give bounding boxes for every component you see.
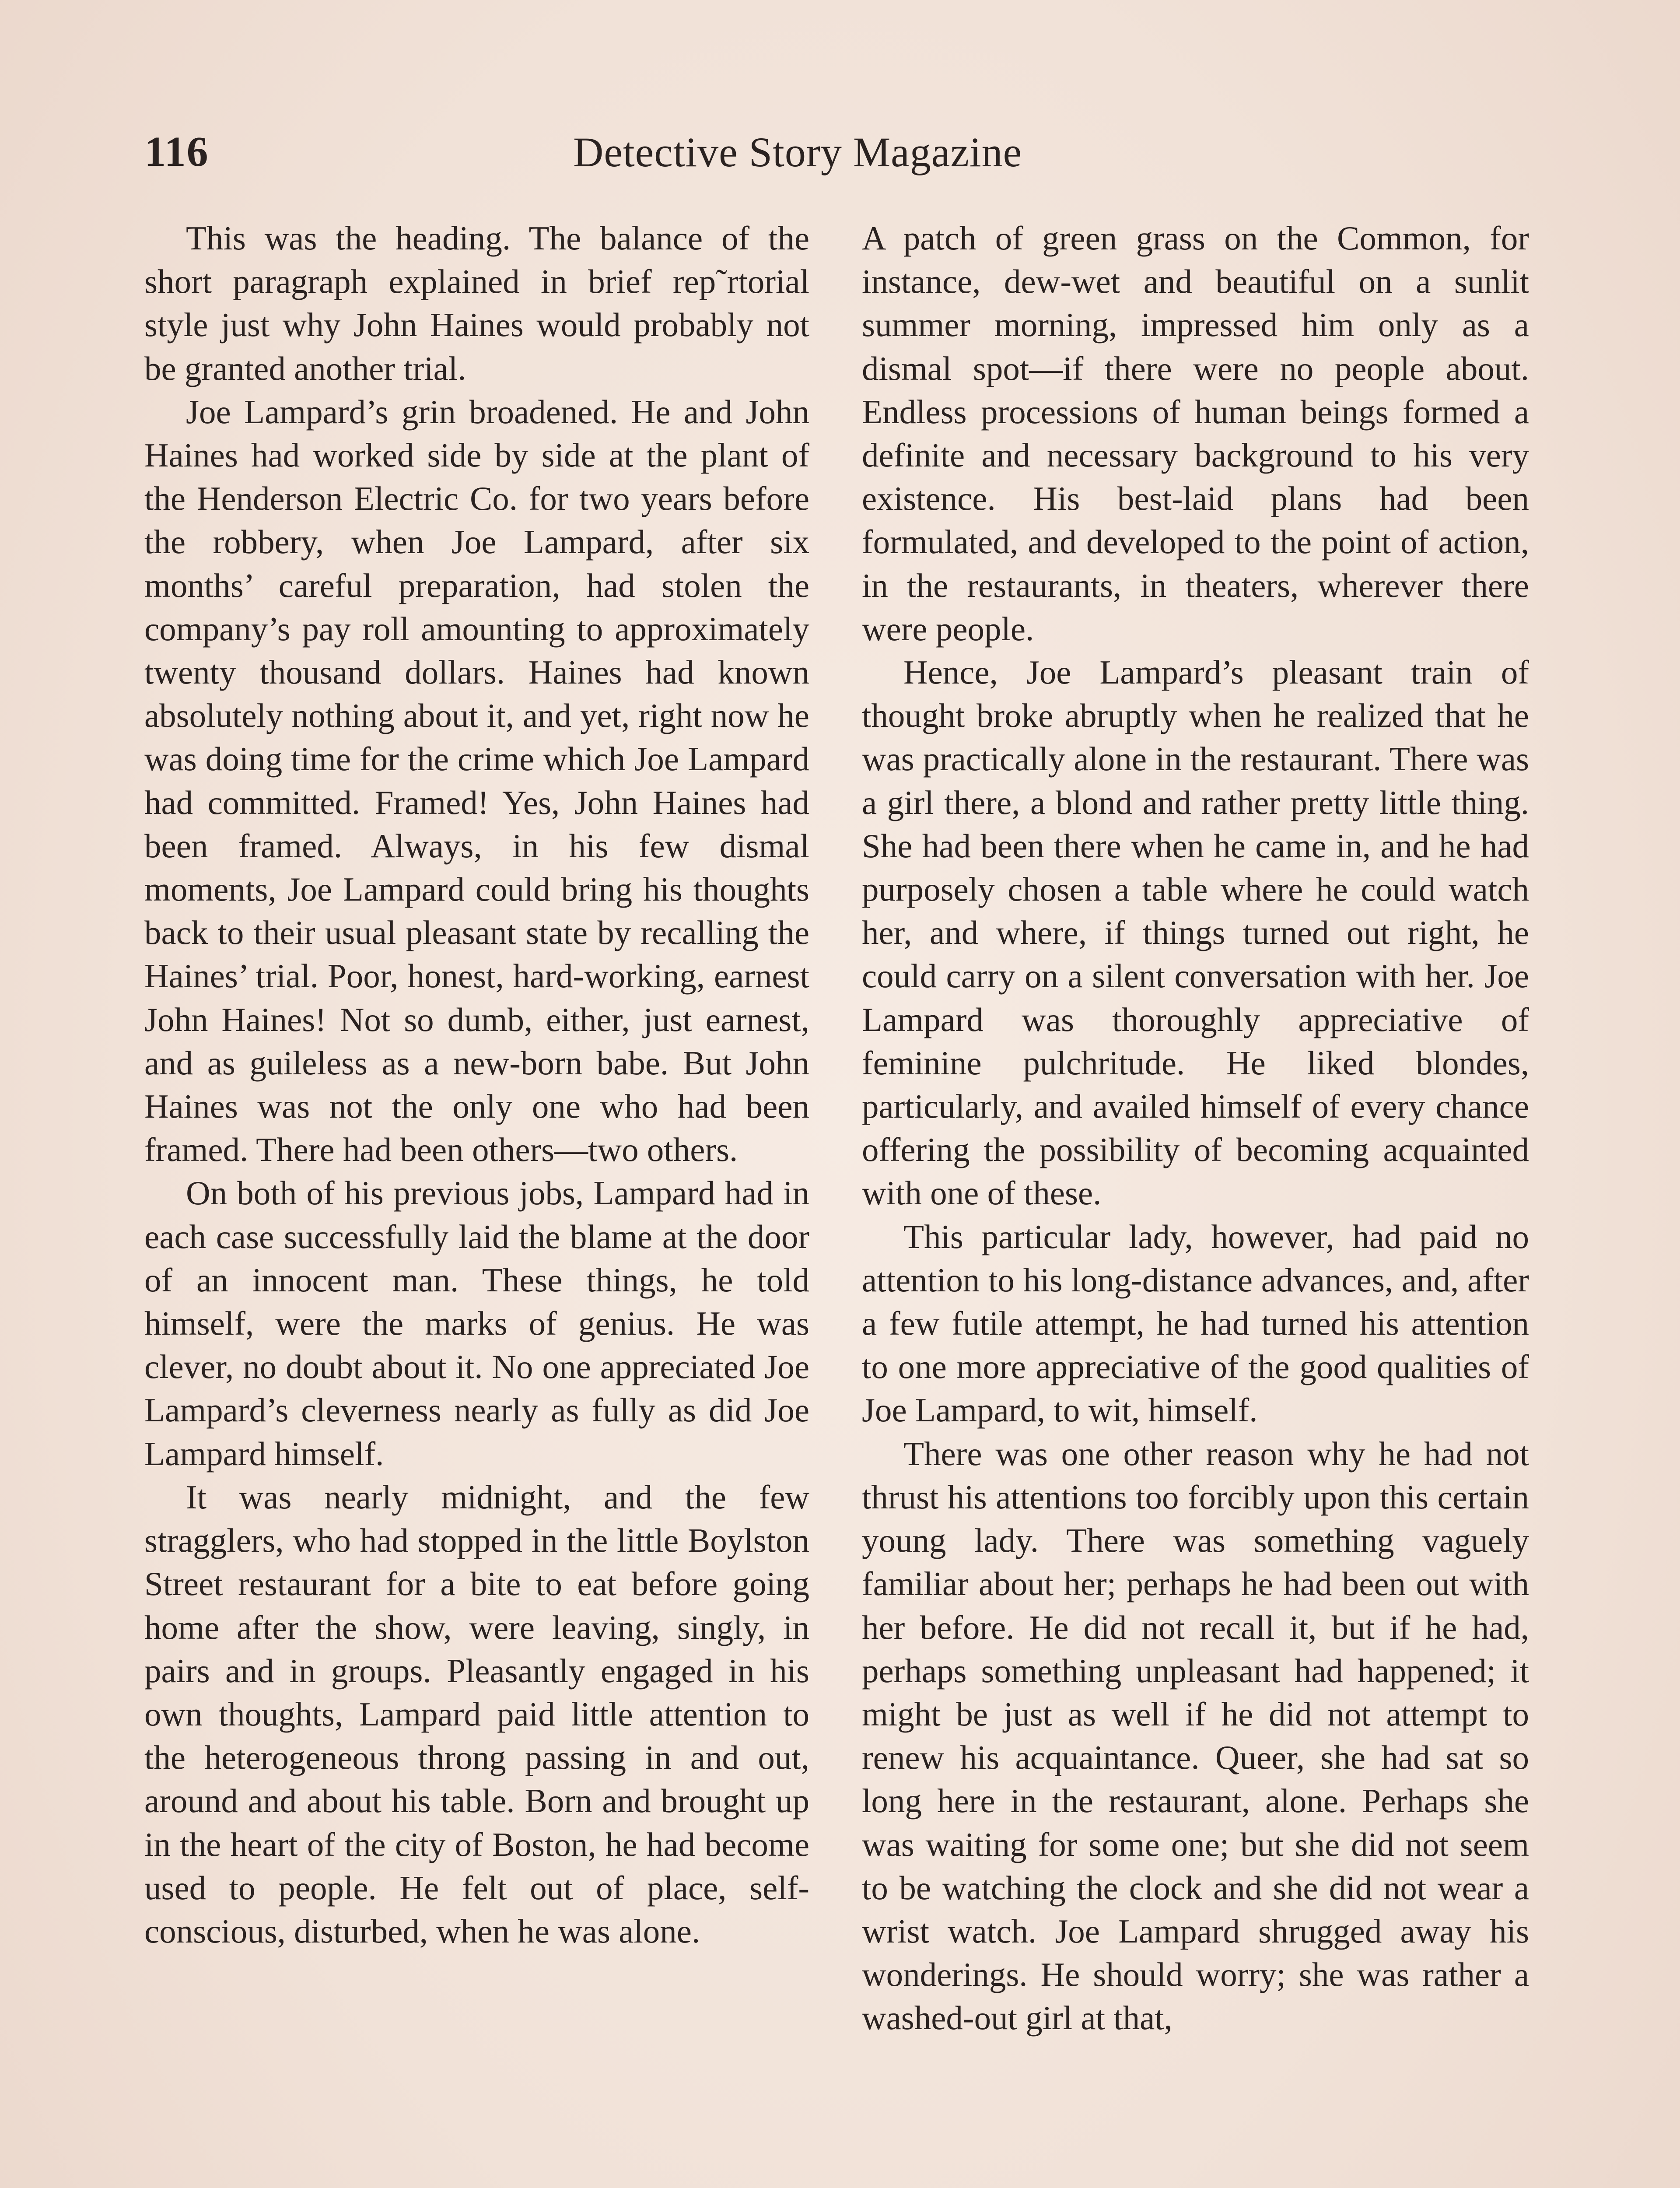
paragraph: This was the heading. The balance of the short paragraph explained in brief rep˜rtorial style just why John Haines would probably not be granted another trial. <box>144 219 809 387</box>
paragraph: Hence, Joe Lampard’s pleasant train of thought broke abruptly when he realized that he was practically alone in the restaurant. There was a girl there, a blond and rather pretty little thing. She had been there when he came in, and he had purposely chosen a table where he could watch her, and where, if things turned out right, he could carry on a silent conversation with her. Joe Lampard was thoroughly appreciative of feminine pulchritude. He liked blondes, particularly, and availed himself of every chance offering the possibility of becoming acquainted with one of these. <box>862 653 1529 1212</box>
paragraph: Joe Lampard’s grin broadened. He and John Haines had worked side by side at the plant of the Henderson Electric Co. for two years before the robbery, when Joe Lampard, after six months’ careful preparation, had stolen the company’s pay roll amounting to approximately twenty thousand dollars. Haines had known absolutely nothing about it, and yet, right now he was doing time for the crime which Joe Lampard had committed. Framed! Yes, John Haines had been framed. Always, in his few dismal moments, Joe Lampard could bring his thoughts back to their usual pleasant state by recalling the Haines’ trial. Poor, honest, hard-working, earnest John Haines! Not so dumb, either, just earnest, and as guileless as a new-born babe. But John Haines was not the only one who had been framed. There had been others—two others. <box>144 393 809 1169</box>
paragraph: It was nearly midnight, and the few stragglers, who had stopped in the little Boylston Street restaurant for a bite to eat before going home after the show, were leaving, singly, in pairs and in groups. Pleasantly engaged in his own thoughts, Lampard paid little attention to the heterogeneous throng passing in and out, around and about his table. Born and brought up in the heart of the city of Boston, he had become used to people. He felt out of place, self-conscious, disturbed, when he was alone. <box>144 1478 809 1950</box>
paragraph: There was one other reason why he had not thrust his attentions too forcibly upon this certain young lady. There was something vaguely familiar about her; perhaps he had been out with her before. He did not recall it, but if he had, perhaps something unpleasant had happened; it might be just as well if he did not attempt to renew his acquaintance. Queer, she had sat so long here in the restaurant, alone. Perhaps she was waiting for some one; but she did not seem to be watching the clock and she did not wear a wrist watch. Joe Lampard shrugged away his wonderings. He should worry; she was rather a washed-out girl at that, <box>862 1434 1529 2037</box>
paragraph: This particular lady, however, had paid no attention to his long-distance advances, and, after a few futile attempt, he had turned his attention to one more appreciative of the good qualities of Joe Lampard, to wit, himself. <box>862 1217 1529 1429</box>
paragraph-continued: A patch of green grass on the Common, for instance, dew-wet and beautiful on a sunlit summer morning, impressed him only as a dismal spot—if there were no people about. Endless processions of human beings formed a definite and necessary background to his very existence. His best-laid plans had been formulated, and developed to the point of action, in the restaurants, in theaters, wherever there were people. <box>862 219 1529 648</box>
page-number: 116 <box>144 128 209 175</box>
right-column <box>862 217 1529 2040</box>
paragraph: On both of his previous jobs, Lampard had in each case successfully laid the blame at the door of an innocent man. These things, he told himself, were the marks of genius. He was clever, no doubt about it. No one appreciated Joe Lampard’s cleverness nearly as fully as did Joe Lampard himself. <box>144 1174 809 1473</box>
running-title: Detective Story Magazine <box>573 129 1022 175</box>
left-column <box>144 217 809 1953</box>
